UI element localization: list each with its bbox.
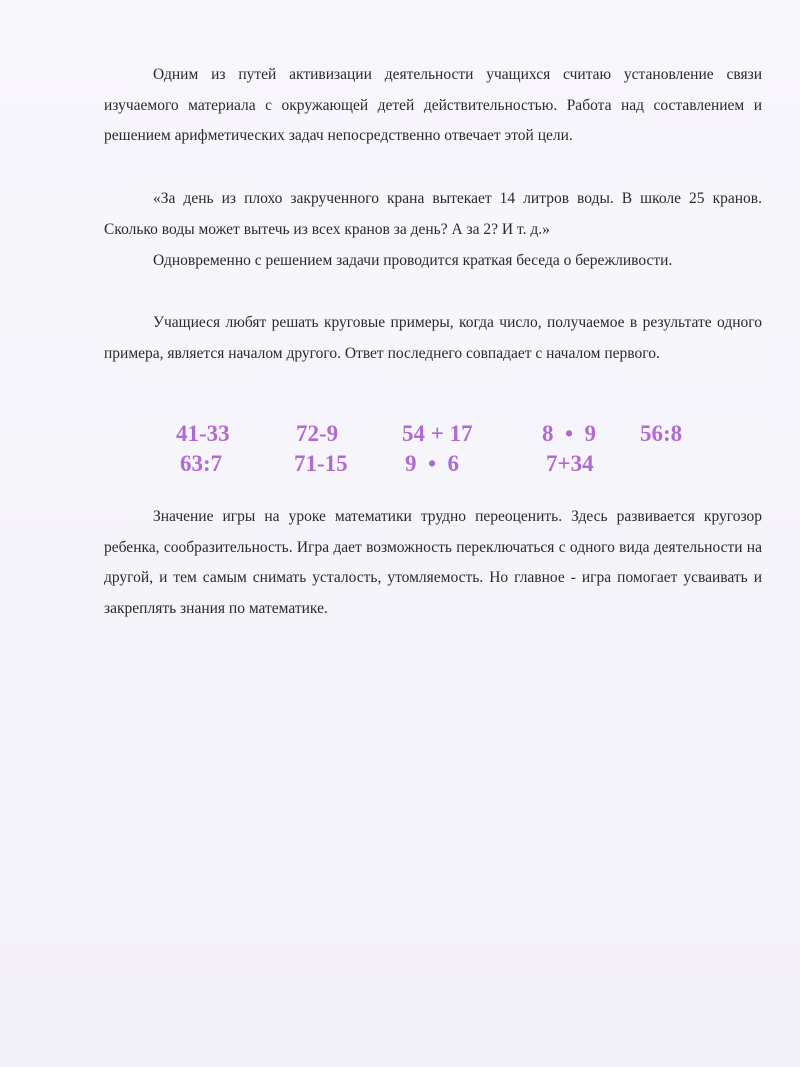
paragraph-intro <box>104 60 762 152</box>
paragraph-task <box>104 184 762 245</box>
example-item: 54 + 17 <box>402 421 473 446</box>
example-item: 72-9 <box>296 421 339 446</box>
example-item: 7+34 <box>546 451 594 476</box>
example-item: 9 • 6 <box>405 451 460 476</box>
circular-examples <box>0 410 800 480</box>
example-item: 41-33 <box>176 421 230 446</box>
example-item: 56:8 <box>640 421 683 446</box>
paragraph-game-value <box>104 502 762 624</box>
paragraph-conversation <box>104 246 762 277</box>
paragraph-text: Одновременно с решением задачи проводится краткая беседа о бережливости. <box>153 252 673 269</box>
paragraph-text: Значение игры на уроке математики трудно переоценить. Здесь развивается кругозор ребенка, сообразительность. Игра дает возможность переключаться с одного вида деятельности на другой, и тем самым снимать усталость, утомляемость. Но главное - игра помогает усваивать и закреплять знания по математике. <box>104 508 762 617</box>
example-item: 71-15 <box>294 451 348 476</box>
paragraph-text: Учащиеся любят решать круговые примеры, когда число, получаемое в результате одного примера, является началом другого. Ответ последнего совпадает с началом первого. <box>104 314 762 362</box>
paragraph-text: Одним из путей активизации деятельности учащихся считаю установление связи изучаемого материала с окружающей детей действительностью. Работа над составлением и решением арифметических задач непосредственно отвечает этой цели. <box>104 66 762 144</box>
example-item: 8 • 9 <box>542 421 597 446</box>
paragraph-text: «За день из плохо закрученного крана вытекает 14 литров воды. В школе 25 кранов. Сколько воды может вытечь из всех кранов за день? А за 2? И т. д.» <box>104 190 762 238</box>
paragraph-circular-examples <box>104 308 762 369</box>
example-item: 63:7 <box>180 451 223 476</box>
